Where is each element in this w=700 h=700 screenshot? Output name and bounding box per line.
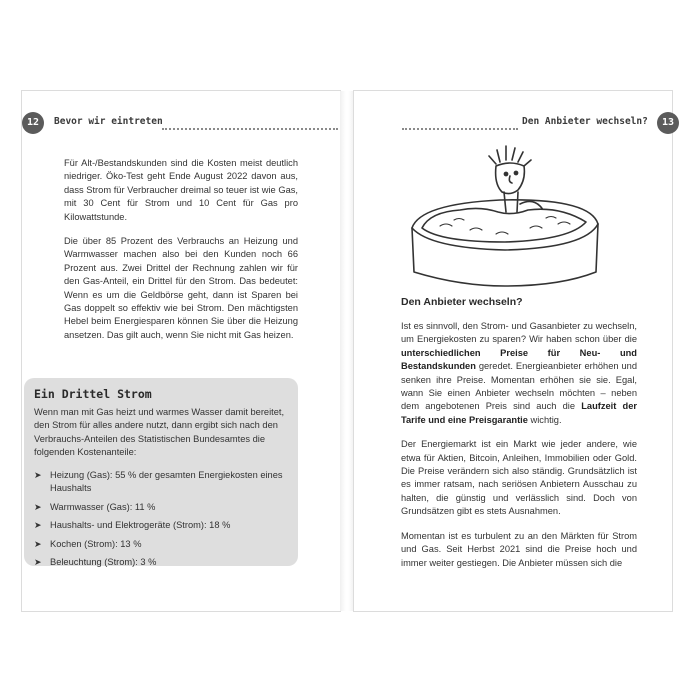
info-box-intro: Wenn man mit Gas heizt und warmes Wasser damit bereitet, den Strom für alles andere nutzt, dann ergibt sich nach den Verbrauchs-Anteilen des Statistischen Bundesamtes die folgenden Kostenanteile: [34,407,285,458]
book-gutter [340,91,354,611]
info-box [24,378,298,566]
cost-share-list [34,469,290,574]
left-paragraph-2: Die über 85 Prozent des Verbrauchs an Heizung und Warmwasser machen also bei den Kunden noch 66 Prozent aus. Zwei Drittel der Rechnung zahlen wir für den Gas-Anteil, ein Drittel für den Strom. Das bedeutet: Wenn es um die Geldbörse geht, dann ist Sparen bei Gas doppelt so effektiv wie bei Strom. Den mächtigsten Hebel beim Energiesparen können Sie über die Heizung ansetzen. Das gilt auch, wenn Sie nicht mit Gas heizen. [64,236,298,340]
right-paragraph-2: Der Energiemarkt ist ein Markt wie jeder andere, wie etwa für Aktien, Bitcoin, Anleihen, Immobilien oder Gold. Die Preise verändern sich also ständig. Grundsätzlich ist es immer ratsam, nach seriösen Anbietern Ausschau zu halten, die günstig und verlässlich sind. Doch von Grundsätzen gibt es stets Ausnahmen. [401,439,637,517]
right-paragraph-1: Ist es sinnvoll, den Strom- und Gasanbieter zu wechseln, um Energiekosten zu sparen? Wir haben schon über die unterschiedlichen Preise für Neu- und Bestandskunden geredet. Energieanbieter erhöhen und senken ihre Preise. Momentan erhöhen sie sie. Egal, wann Sie einen Anbieter wechseln möchten – neben dem angebotenen Preis sind auch die Laufzeit der Tarife und eine Preisgarantie wichtig. [401,321,637,425]
header-dotted-rule-left [162,128,338,130]
page-number-left: 12 [22,112,44,134]
list-item: ➤ Beleuchtung (Strom): 3 % [34,556,290,569]
section-heading: Den Anbieter wechseln? [401,296,523,308]
list-item: ➤ Heizung (Gas): 55 % der gesamten Energiekosten eines Haushalts [34,470,283,494]
list-item: ➤ Haushalts- und Elektrogeräte (Strom): 18 % [34,519,290,532]
emphasis-tariff: Laufzeit der Tarife und eine Preisgarantie [401,401,637,425]
man-in-tub-illustration [400,140,610,288]
arrow-bullet-icon: ➤ [34,557,42,568]
arrow-bullet-icon: ➤ [34,538,42,549]
list-item: ➤ Warmwasser (Gas): 11 % [34,501,290,514]
arrow-bullet-icon: ➤ [34,520,42,531]
right-body [401,320,637,581]
emphasis-prices: unterschiedlichen Preise für Neu- und Bestandskunden [401,347,637,372]
arrow-bullet-icon: ➤ [34,501,42,512]
page-number-right: 13 [657,112,679,134]
right-paragraph-3: Momentan ist es turbulent zu an den Märkten für Strom und Gas. Seit Herbst 2021 sind die Preise hoch und immer weiter gestiegen. Die Anbieter müssen sich die [401,530,637,568]
arrow-bullet-icon: ➤ [34,470,42,480]
left-body [64,157,298,353]
left-paragraph-1: Für Alt-/Bestandskunden sind die Kosten meist deutlich niedriger. Öko-Test geht Ende August 2022 davon aus, dass Strom für Verbraucher dreimal so teuer ist wie Gas, mit 30 Cent für Strom und 10 Cent für Gas pro Kilowattstunde. [64,158,298,222]
running-title-left: Bevor wir eintreten [54,116,163,127]
list-item: ➤ Kochen (Strom): 13 % [34,538,290,551]
header-dotted-rule-right [402,128,518,130]
running-title-right: Den Anbieter wechseln? [522,116,648,127]
info-box-title: Ein Drittel Strom [34,387,152,401]
